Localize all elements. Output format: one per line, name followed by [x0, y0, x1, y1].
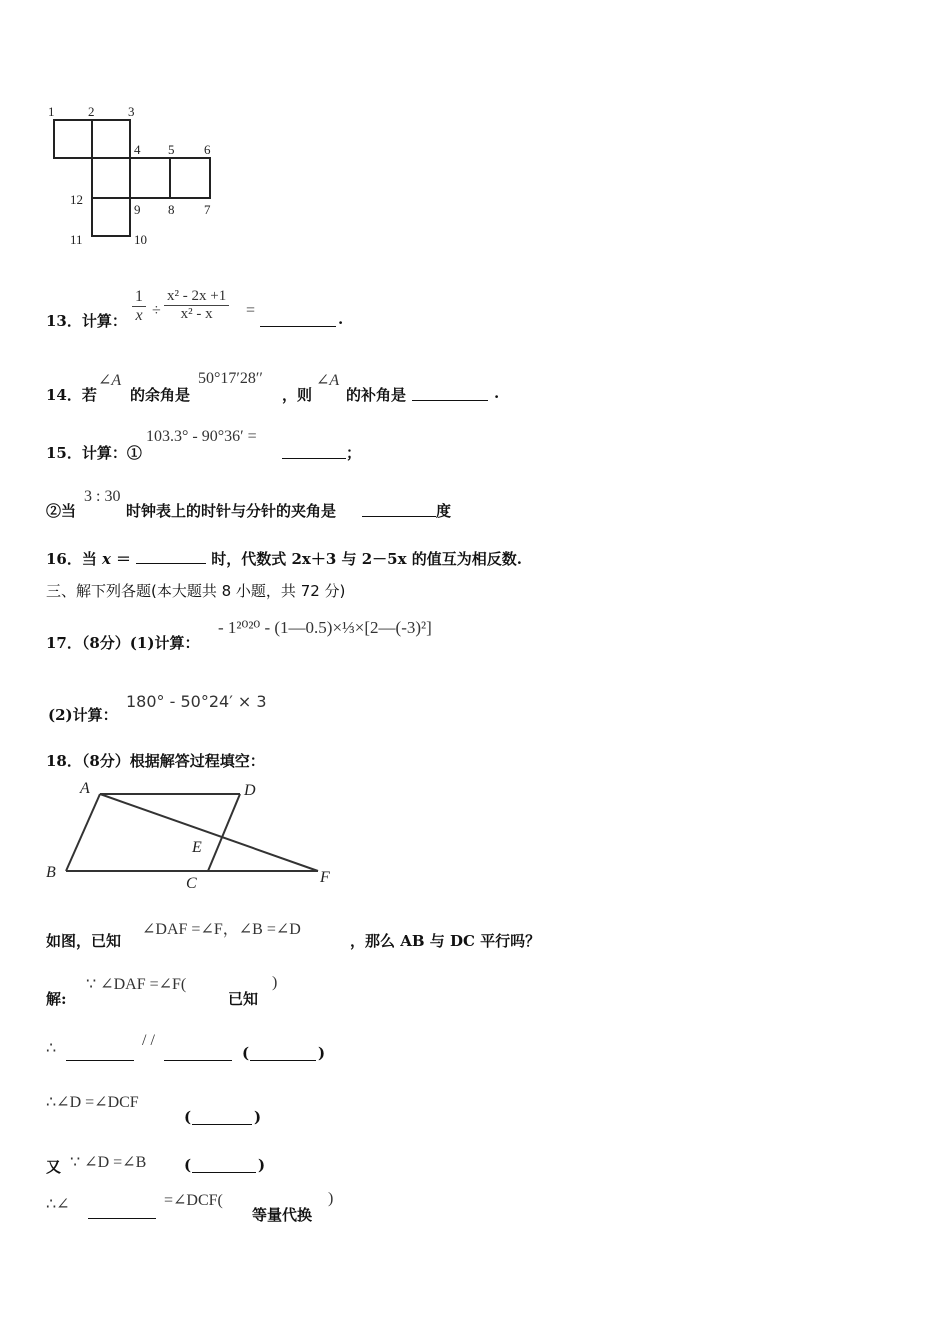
q18-solution-line-1	[46, 972, 346, 1008]
net-label: 3	[128, 104, 135, 119]
label-f: F	[320, 869, 330, 886]
q14-text-2: 的余角是	[130, 386, 191, 404]
q17-expression-2: 180° - 50°24′ × 3	[126, 692, 267, 711]
net-label: 6	[204, 142, 211, 157]
label-c: C	[186, 875, 197, 892]
frac2-numerator: x² - 2x +1	[164, 288, 229, 306]
q14-answer-blank[interactable]	[412, 386, 488, 401]
net-label: 1	[48, 104, 55, 119]
question-16	[46, 548, 566, 570]
q18-sol5-expression: ∴∠	[46, 1196, 70, 1213]
q18-sol4-paren-close: )	[258, 1156, 266, 1174]
q16-variable: x	[101, 550, 111, 568]
q18-sol2-blank-1[interactable]	[66, 1046, 134, 1061]
frac1-numerator: 1	[132, 288, 146, 307]
net-label: 4	[134, 142, 141, 157]
label-d: D	[244, 782, 256, 799]
q18-sol3-paren-close: )	[254, 1108, 262, 1126]
q18-sol2-blank-reason[interactable]	[250, 1046, 316, 1061]
q15-text-2: ；	[346, 444, 362, 462]
net-label: 12	[70, 192, 83, 207]
q15-time: 3 : 30	[84, 488, 121, 505]
q14-angle-a: ∠A	[98, 372, 122, 389]
q14-text-3: ，则	[282, 386, 313, 404]
q18-sol1-close: )	[272, 974, 278, 991]
q13-prefix: 13．计算：	[46, 312, 127, 330]
q14-text-5: .	[494, 384, 500, 402]
q13-equals: =	[246, 302, 256, 319]
q18-given-expression: ∠DAF =∠F，∠B =∠D	[142, 921, 301, 938]
q13-answer-blank[interactable]	[260, 312, 336, 327]
question-14	[46, 368, 566, 404]
q18-given-text-1: 如图，已知	[46, 932, 122, 950]
q18-sol4-you: 又	[46, 1158, 62, 1176]
net-label: 9	[134, 202, 141, 217]
q15-answer-blank-2[interactable]	[362, 502, 436, 517]
q15-text-4: 时钟表上的时针与分针的夹角是	[126, 502, 337, 520]
q14-angle-value: 50°17′28′′	[198, 370, 263, 387]
q18-sol1-reason: 已知	[228, 990, 259, 1008]
label-b: B	[46, 864, 56, 881]
q18-sol2-therefore: ∴	[46, 1040, 57, 1057]
cube-net-figure	[40, 100, 230, 250]
frac1-denominator: x	[135, 307, 143, 324]
net-label: 8	[168, 202, 175, 217]
net-label: 10	[134, 232, 147, 247]
q18-sol1-expression: ∵ ∠DAF =∠F(	[86, 976, 187, 993]
q15-text-3: ②当	[46, 502, 77, 520]
question-15-part-1	[46, 428, 466, 464]
q16-answer-blank[interactable]	[136, 549, 206, 564]
net-label: 11	[70, 232, 83, 247]
question-17-part-1	[46, 612, 486, 656]
q13-fraction-2	[164, 288, 229, 323]
q16-equals: ＝	[116, 550, 132, 568]
q18-solution-line-2	[46, 1032, 366, 1064]
question-15-part-2	[46, 488, 486, 524]
q18-sol4-expression: ∵ ∠D =∠B	[70, 1154, 147, 1171]
frac2-denominator: x² - x	[180, 306, 213, 322]
q17-expression: - 1²⁰²⁰ - (1—0.5)×⅓×[2—(-3)²]	[218, 618, 432, 637]
q18-given-text-2: ，那么 AB 与 DC 平行吗？	[350, 932, 541, 950]
q16-text-before: 16．当	[46, 550, 97, 568]
q18-sol5-reason: 等量代换	[252, 1206, 313, 1224]
q18-solution-line-3	[46, 1092, 306, 1128]
q14-text-1: 14．若	[46, 386, 97, 404]
q18-sol2-blank-2[interactable]	[164, 1046, 232, 1061]
q18-sol5-equals: =∠DCF(	[164, 1192, 223, 1209]
q15-text-1: 15．计算：①	[46, 444, 142, 462]
question-18-title: 18．（8分）根据解答过程填空：	[46, 752, 265, 770]
section-3-title: 三、解下列各题(本大题共 8 小题，共 72 分)	[46, 582, 346, 600]
q18-given	[46, 914, 566, 950]
q15-answer-blank-1[interactable]	[282, 444, 346, 459]
q18-solution-line-5	[46, 1188, 346, 1224]
q18-sol4-blank-reason[interactable]	[192, 1158, 256, 1173]
q16-text-after: 时，代数式 2x＋3 与 2－5x 的值互为相反数.	[211, 550, 522, 568]
q18-sol5-close: )	[328, 1190, 334, 1207]
net-label: 5	[168, 142, 175, 157]
q14-angle-a-2: ∠A	[316, 372, 340, 389]
q18-sol3-paren-open: (	[184, 1108, 192, 1126]
label-e: E	[192, 839, 202, 856]
q14-text-4: 的补角是	[346, 386, 407, 404]
q18-sol2-parallel: / /	[142, 1032, 155, 1049]
q13-fraction-1	[132, 288, 146, 325]
net-label: 7	[204, 202, 211, 217]
label-a: A	[80, 780, 90, 797]
q18-sol3-expression: ∴∠D =∠DCF	[46, 1094, 139, 1111]
q17-text-2: (2)计算：	[48, 706, 118, 724]
q13-suffix: .	[338, 310, 344, 328]
q18-sol2-paren-open: (	[242, 1044, 250, 1062]
q15-expression: 103.3° - 90°36′ =	[146, 428, 257, 445]
question-17-part-2	[48, 690, 348, 724]
q18-sol4-paren-open: (	[184, 1156, 192, 1174]
q13-divide: ÷	[152, 302, 161, 319]
net-label: 2	[88, 104, 95, 119]
q18-sol5-blank[interactable]	[88, 1204, 156, 1219]
q17-text-1: 17．（8分）(1)计算：	[46, 634, 200, 652]
q18-solution-line-4	[46, 1152, 306, 1178]
q18-solution-label: 解:	[46, 990, 67, 1008]
parallelogram-figure	[40, 776, 340, 894]
q18-sol3-blank-reason[interactable]	[192, 1110, 252, 1125]
q15-text-5: 度	[436, 502, 452, 520]
q18-sol2-paren-close: )	[318, 1044, 326, 1062]
